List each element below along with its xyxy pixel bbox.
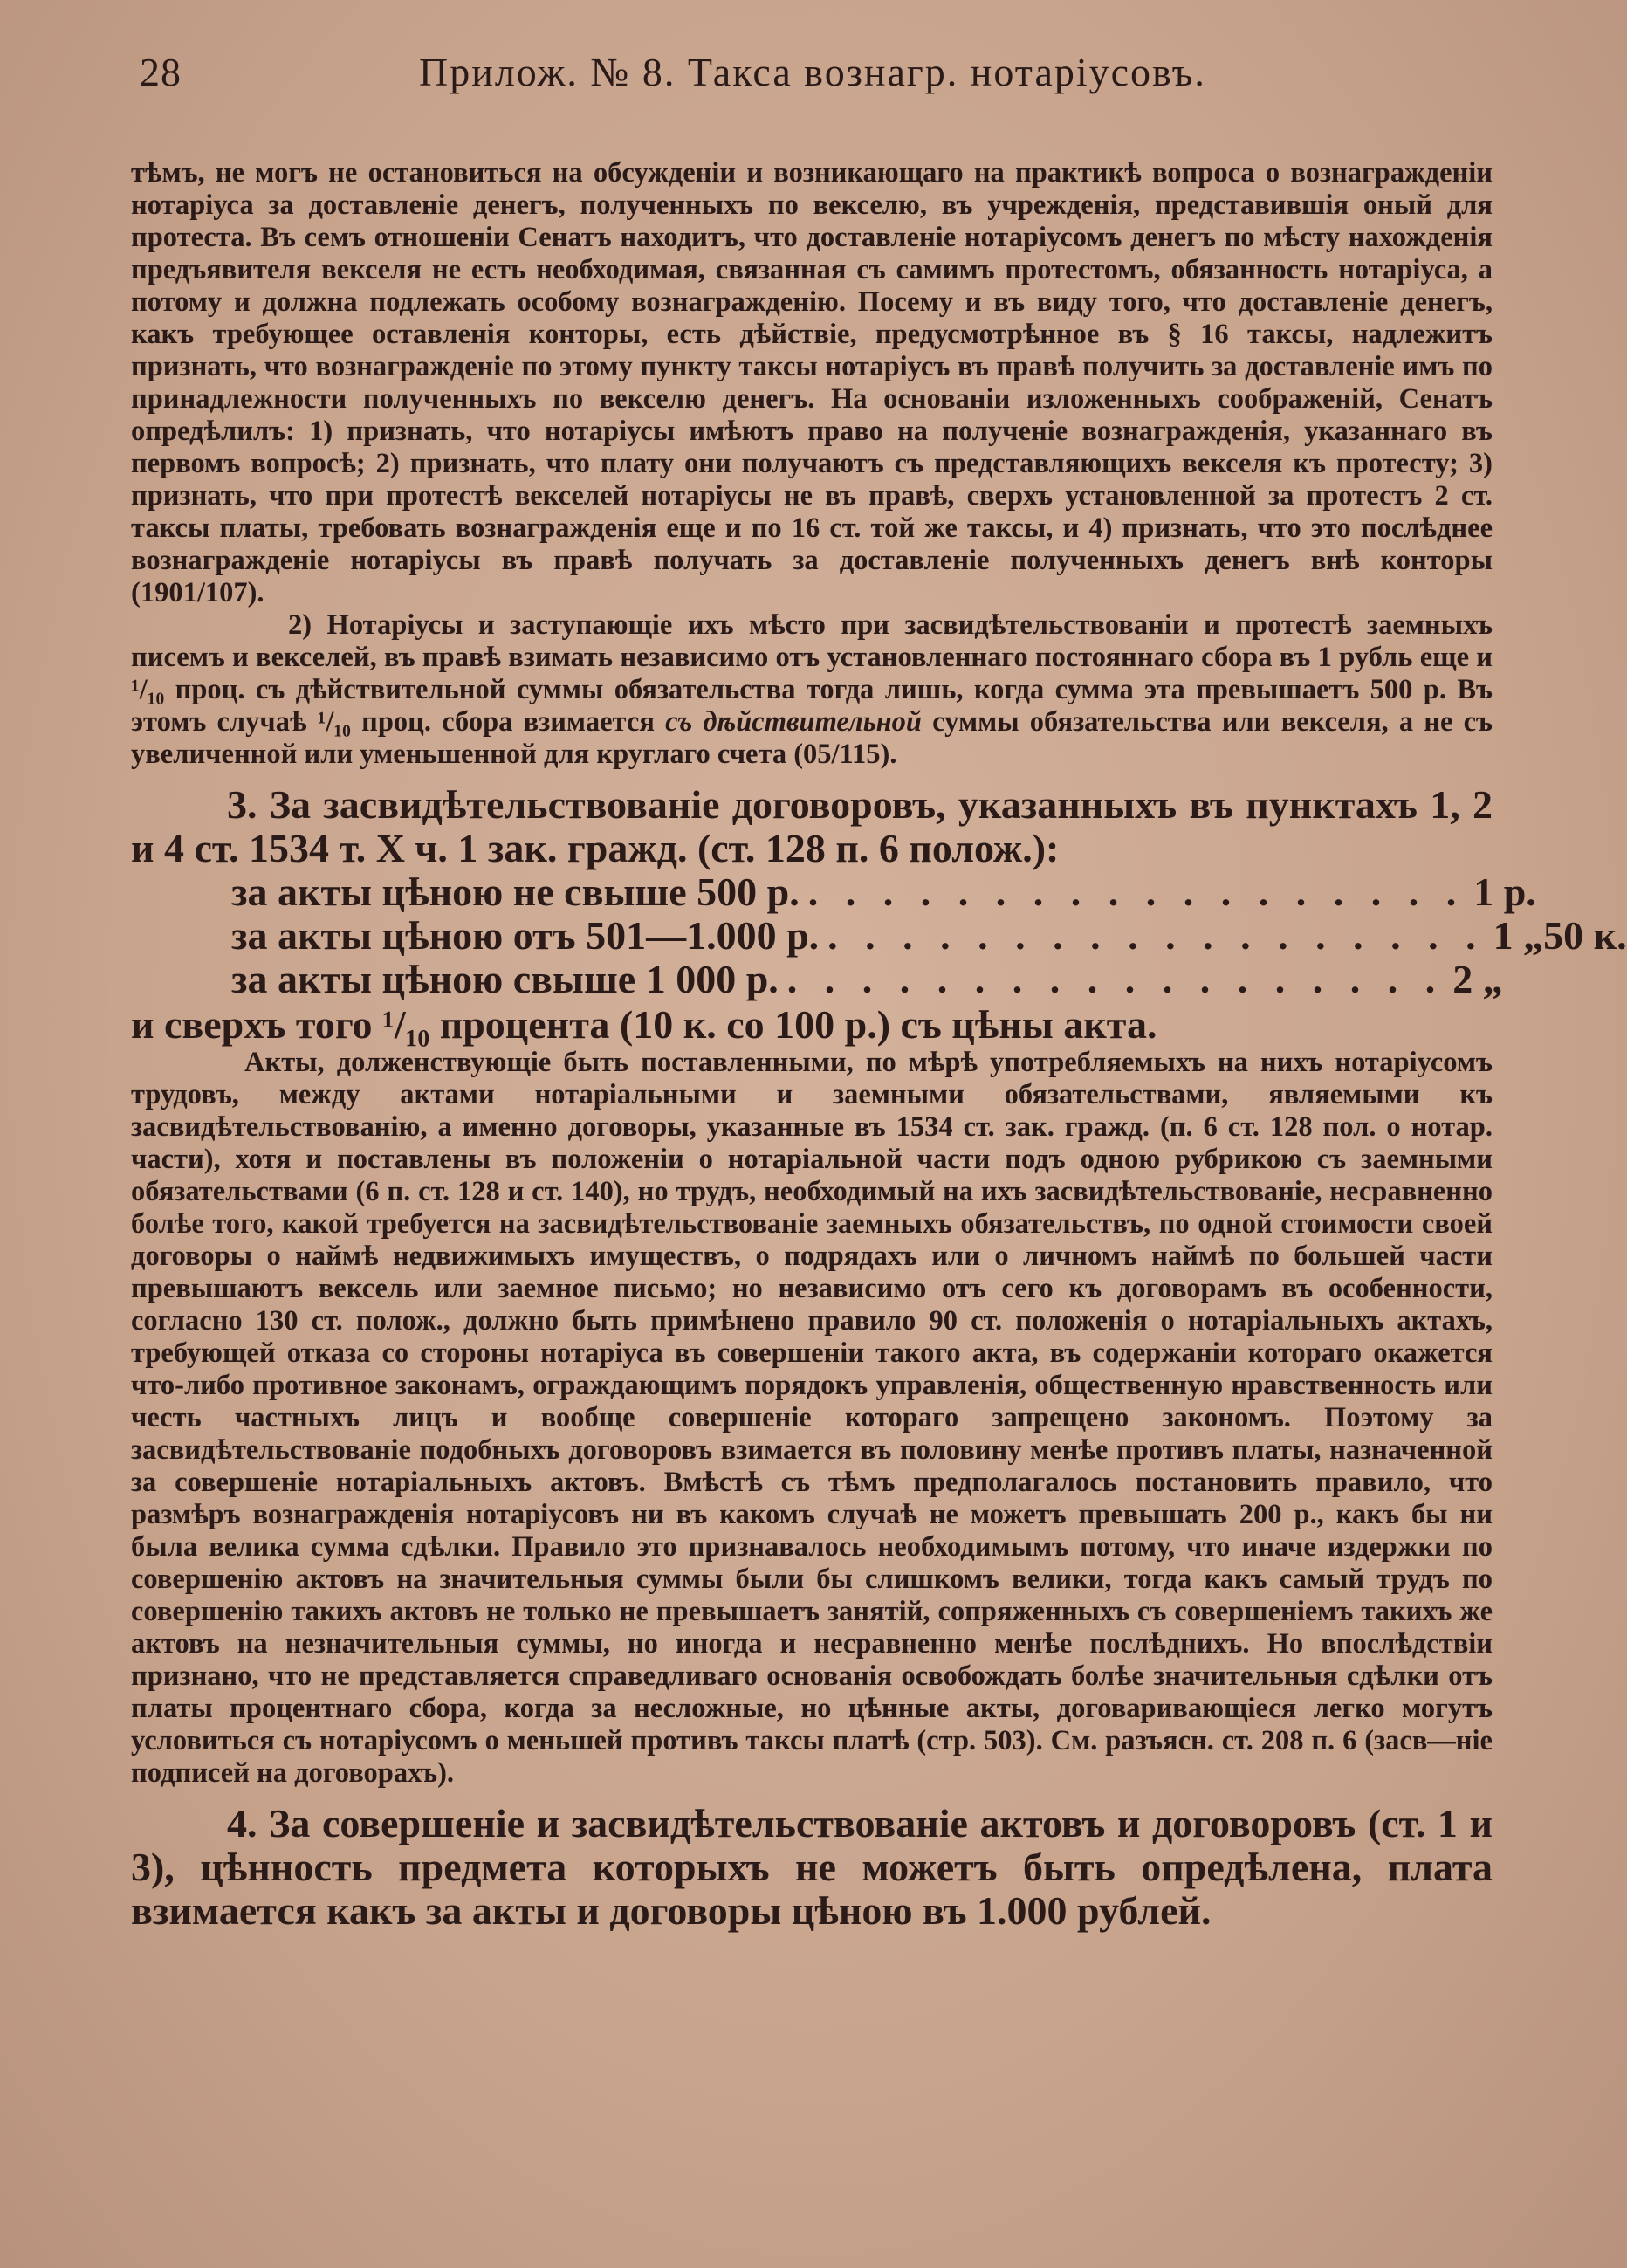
rate-label: за акты цѣною не свыше 500 р. bbox=[231, 869, 800, 914]
rate-table bbox=[131, 869, 1627, 1001]
paragraph-2-text-a: 2) Нотаріусы и заступающіе ихъ мѣсто при засвидѣтельствованіи и протестѣ заемныхъ писемъ и векселей, въ правѣ взимать независимо отъ установленнаго постояннаго сбора въ 1 рубль еще и ¹/₁₀ проц. съ дѣйствительной суммы обязательства тогда лишь, когда сумма эта превышаетъ 500 р. Въ этомъ случаѣ ¹/₁₀ проц. сбора взимается bbox=[131, 609, 1493, 738]
section-3-commentary-block bbox=[131, 1047, 1493, 1790]
paragraph-senate-ruling: тѣмъ, не могъ не остановиться на обсужденіи и возникающаго на практикѣ вопроса о вознагражденіи нотаріуса за доставленіе денегъ, полученныхъ по векселю, въ учрежденія, представившія оный для протеста. Въ семъ отношеніи Сенатъ находитъ, что доставленіе нотаріусомъ денегъ по мѣсту нахожденія предъявителя векселя не есть необходимая, связанная съ самимъ протестомъ, обязанность нотаріуса, а потому и должна подлежать особому вознагражденію. Посему и въ виду того, что доставленіе денегъ, какъ требующее оставленія конторы, есть дѣйствіе, предусмотрѣнное въ § 16 таксы, надлежитъ признать, что вознагражденіе по этому пункту таксы нотаріусъ въ правѣ получить за доставленіе имъ по принадлежности полученныхъ по векселю денегъ. На основаніи изложенныхъ соображеній, Сенатъ опредѣлилъ: 1) признать, что нотаріусы имѣютъ право на полученіе вознагражденія, указаннаго въ первомъ вопросѣ; 2) признать, что плату они получаютъ съ представляющихъ векселя къ протесту; 3) признать, что при протестѣ векселей нотаріусы не въ правѣ, сверхъ установленной за протестъ 2 ст. таксы платы, требовать вознагражденія еще и по 16 ст. той же таксы, и 4) признать, что это послѣднее вознагражденіе нотаріусы въ правѣ получать за доставленіе полученныхъ денегъ внѣ конторы (1901/107). bbox=[131, 157, 1493, 608]
rate-leader-dots: . . . . . . . . . . . . . . . . . . bbox=[786, 957, 1445, 1001]
rate-kopecks: 50 к. bbox=[1543, 913, 1627, 958]
rate-row bbox=[131, 869, 1536, 914]
paragraph-2-italic: съ дѣйствительной bbox=[665, 706, 922, 738]
paragraph-block-top bbox=[131, 157, 1493, 771]
rate-leader-dots: . . . . . . . . . . . . . . . . . . bbox=[827, 913, 1485, 958]
section-3-commentary: Акты, долженствующіе быть поставленными, по мѣрѣ употребляемыхъ на нихъ нотаріусомъ трудовъ, между актами нотаріальными и заемными обязательствами, являемыми къ засвидѣтельствованію, а именно договоры, указанные въ 1534 ст. зак. гражд. (п. 6 ст. 128 пол. о нотар. части), хотя и поставлены въ положеніи о нотаріальной части подъ одною рубрикою съ заемными обязательствами (6 п. ст. 128 и ст. 140), но трудъ, необходимый на ихъ засвидѣтельствованіе, несравненно болѣе того, какой требуется на засвидѣтельствованіе заемныхъ обязательствъ, по одной стоимости своей договоры о наймѣ недвижимыхъ имуществъ, о подрядахъ или о личномъ наймѣ по большей части превышаютъ вексель или заемное письмо; но независимо отъ сего къ договорамъ въ особенности, согласно 130 ст. полож., должно быть примѣнено правило 90 ст. положенія о нотаріальныхъ актахъ, требующей отказа со стороны нотаріуса въ совершеніи такого акта, въ содержаніи котораго окажется что-либо противное законамъ, ограждающимъ порядокъ управленія, общественную нравственность или честь частныхъ лицъ и вообще совершеніе котораго запрещено закономъ. Поэтому за засвидѣтельствованіе подобныхъ договоровъ взимается въ половину менѣе противъ платы, назначенной за совершеніе нотаріальныхъ актовъ. Вмѣстѣ съ тѣмъ предполагалось постановить правило, что размѣръ вознагражденія нотаріусовъ ни въ какомъ случаѣ не можетъ превышать 200 р., какъ бы ни была велика сумма сдѣлки. Правило это признавалось необходимымъ потому, что иначе издержки по совершенію актовъ на значительныя суммы были бы слишкомъ велики, тогда какъ самый трудъ по совершенію такихъ актовъ не только не превышаетъ занятій, сопряженныхъ съ совершеніемъ такихъ же актовъ на незначительныя суммы, но иногда и несравненно менѣе послѣднихъ. Но впослѣдствіи признано, что не представляется справедливаго основанія освобождать болѣе значительныя сдѣлки отъ платы процентнаго сбора, когда за несложные, но цѣнные акты, договаривающіеся легко могутъ условиться съ нотаріусомъ о меньшей противъ таксы платѣ (стр. 503). См. разъясн. ст. 208 п. 6 (засв—ніе подписей на договорахъ). bbox=[131, 1047, 1493, 1789]
rate-footer-line: и сверхъ того ¹/₁₀ процента (10 к. со 100 р.) съ цѣны акта. bbox=[131, 1002, 1157, 1047]
rate-row bbox=[131, 957, 1503, 1001]
paragraph-2-notaries bbox=[131, 609, 1493, 771]
rate-label: за акты цѣною свыше 1 000 р. bbox=[231, 957, 779, 1001]
paragraph-2-text-b: суммы обязательства или векселя, а не съ увеличенной или уменьшенной для круглаго счета (05/115). bbox=[131, 706, 1493, 770]
section-4-text: 4. За совершеніе и засвидѣтельствованіе актовъ и договоровъ (ст. 1 и 3), цѣнность предмета которыхъ не можетъ быть опредѣлена, плата взимается какъ за акты и договоры цѣною въ 1.000 рублей. bbox=[131, 1801, 1493, 1933]
rate-rubles: 1 „ bbox=[1493, 913, 1544, 958]
body-text bbox=[131, 157, 1627, 1933]
page-header bbox=[131, 49, 1484, 101]
rate-rubles: 2 „ bbox=[1452, 957, 1503, 1001]
rate-rubles: 1 р. bbox=[1473, 869, 1536, 914]
rate-label: за акты цѣною отъ 501—1.000 р. bbox=[231, 913, 820, 958]
page-number: 28 bbox=[140, 50, 182, 94]
rate-leader-dots: . . . . . . . . . . . . . . . . . . bbox=[807, 869, 1466, 914]
rate-row bbox=[131, 913, 1627, 958]
section-3-heading: 3. За засвидѣтельствованіе договоровъ, указанныхъ въ пунктахъ 1, 2 и 4 ст. 1534 т. X ч. 1 зак. гражд. (ст. 128 п. 6 полож.): bbox=[131, 782, 1493, 870]
section-4 bbox=[131, 1802, 1493, 1933]
section-3 bbox=[131, 782, 1627, 1047]
running-title: Прилож. № 8. Такса вознагр. нотаріусовъ. bbox=[419, 50, 1206, 94]
